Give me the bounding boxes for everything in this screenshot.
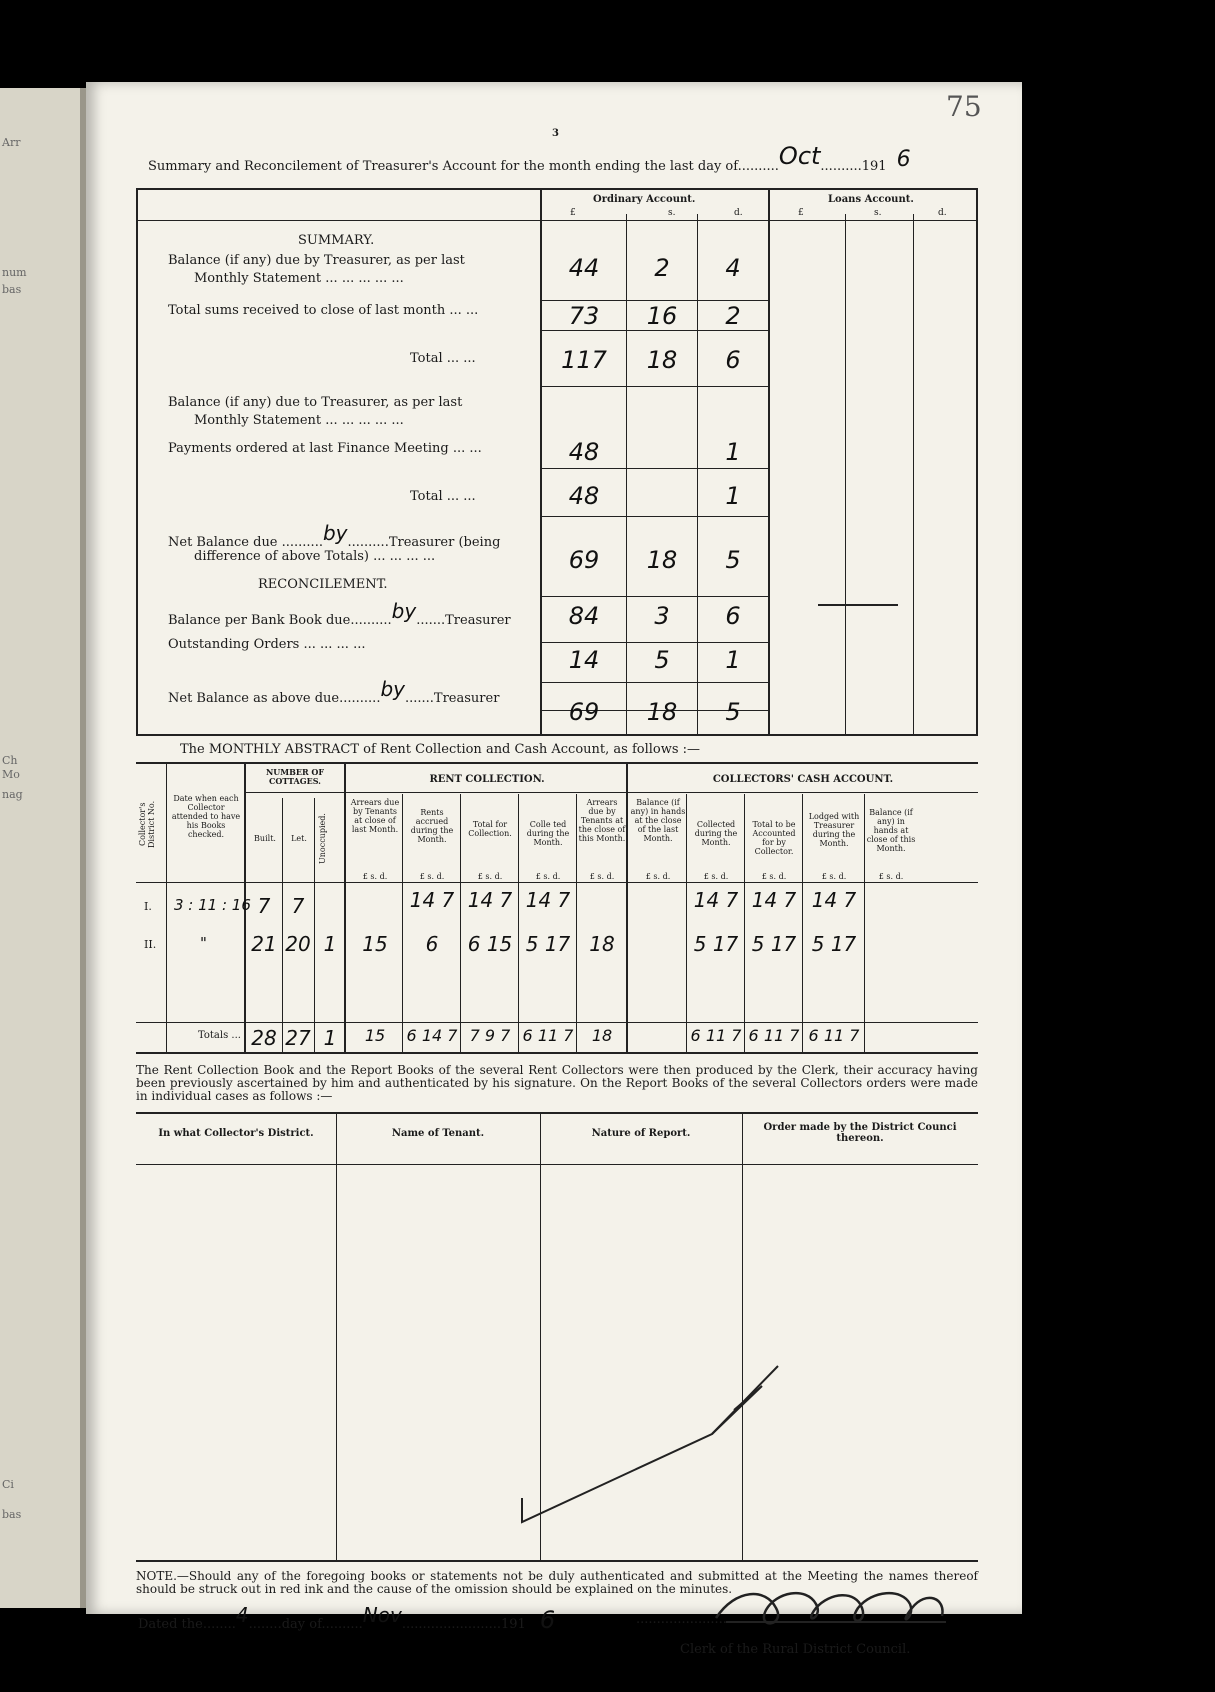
left-page-fragment: num xyxy=(2,266,27,279)
h-collected-cash: Collected during the Month. xyxy=(694,820,738,847)
h-let: Let. xyxy=(291,834,307,843)
lsd-label: £ s. d. xyxy=(589,872,615,881)
value-shillings: 5 xyxy=(654,646,670,674)
rent-collection-table xyxy=(136,762,978,1054)
row-net-balance-cont: difference of above Totals) ... ... ... ... xyxy=(194,549,436,564)
col-pound: £ xyxy=(570,208,576,218)
value-pence: 1 xyxy=(725,438,741,466)
dated-day: 4 xyxy=(235,1603,249,1627)
h-collector-no: Collector's District No. xyxy=(138,800,156,848)
h-collector-district: In what Collector's District. xyxy=(158,1128,314,1139)
dated-day-of: ........day of xyxy=(248,1617,322,1632)
row1-built: 7 xyxy=(257,894,271,918)
row-total-received: Total sums received to close of last month ... ... xyxy=(168,303,479,318)
totals-arrears-this: 18 xyxy=(591,1026,613,1045)
summary-heading xyxy=(148,142,911,176)
lsd-label: £ s. d. xyxy=(419,872,445,881)
totals-let: 27 xyxy=(285,1026,311,1050)
value-shillings: 16 xyxy=(646,302,678,330)
value-pence: 5 xyxy=(725,546,741,574)
dated-line xyxy=(138,1603,556,1634)
net-balance-label: Net Balance due .......... xyxy=(168,535,323,550)
loans-account-heading: Loans Account. xyxy=(828,194,914,205)
row1-rents-accrued: 14 7 xyxy=(409,888,455,912)
totals-total: 7 9 7 xyxy=(469,1026,511,1045)
net-balance-label-b: ..........Treasurer (being xyxy=(347,535,501,550)
left-page-fragment: bas xyxy=(2,1508,22,1521)
value-pounds: 14 xyxy=(568,646,600,674)
row2-total: 6 15 xyxy=(467,932,513,956)
row-balance-due-by: Balance (if any) due by Treasurer, as per last xyxy=(168,253,465,268)
row2-rents-accrued: 6 xyxy=(425,932,439,956)
value-pence: 1 xyxy=(725,482,741,510)
summary-table xyxy=(136,188,978,736)
strike-through-mark xyxy=(516,1314,796,1534)
h-arrears-this: Arrears due by Tenants at the close of this Month. xyxy=(578,798,626,843)
h-total-accounted: Total to be Accounted for by Collector. xyxy=(752,820,796,856)
h-order-made: Order made by the District Counci thereon. xyxy=(763,1122,957,1144)
dated-dots: ........ xyxy=(202,1617,236,1632)
totals-built: 28 xyxy=(251,1026,277,1050)
report-table xyxy=(136,1112,978,1560)
page-number: 75 xyxy=(946,90,982,123)
signature-line: ................................... xyxy=(636,1612,781,1627)
value-pounds: 84 xyxy=(568,602,600,630)
dated-dots: .......... xyxy=(321,1617,363,1632)
row2-lodged: 5 17 xyxy=(811,932,857,956)
value-shillings: 18 xyxy=(646,698,678,726)
totals-cash-collected: 6 11 7 xyxy=(690,1026,742,1045)
heading-text: Summary and Reconcilement of Treasurer's Account for the month ending the last day of xyxy=(148,159,738,174)
lsd-label: £ s. d. xyxy=(703,872,729,881)
h-arrears-last: Arrears due by Tenants at close of last Month. xyxy=(350,798,400,834)
row1-let: 7 xyxy=(291,894,305,918)
value-pence: 6 xyxy=(725,602,741,630)
row2-date-ditto: " xyxy=(200,934,207,952)
lsd-label: £ s. d. xyxy=(535,872,561,881)
h-name-of-tenant: Name of Tenant. xyxy=(391,1128,485,1139)
value-pounds: 117 xyxy=(561,346,607,374)
net-balance-by: by xyxy=(322,521,348,545)
h-balance-last: Balance (if any) in hands at the close of the last Month. xyxy=(630,798,686,843)
lsd-label: £ s. d. xyxy=(761,872,787,881)
h-total-collection: Total for Collection. xyxy=(468,820,512,838)
row-net-balance-above xyxy=(168,677,500,708)
row1-collected: 14 7 xyxy=(525,888,571,912)
heading-dots: .......... xyxy=(737,159,779,174)
value-pounds: 48 xyxy=(568,482,600,510)
dated-prefix: Dated the xyxy=(138,1617,203,1632)
lsd-label: £ s. d. xyxy=(362,872,388,881)
left-facing-page xyxy=(0,88,86,1608)
lsd-label: £ s. d. xyxy=(878,872,904,881)
h-nature-of-report: Nature of Report. xyxy=(591,1128,691,1139)
bank-book-label-b: .......Treasurer xyxy=(416,613,511,628)
abstract-heading: The MONTHLY ABSTRACT of Rent Collection and Cash Account, as follows :— xyxy=(180,742,701,757)
value-shillings: 2 xyxy=(654,254,670,282)
lsd-label: £ s. d. xyxy=(821,872,847,881)
ordinary-account-heading: Ordinary Account. xyxy=(593,194,696,205)
h-rents-accrued: Rents accrued during the Month. xyxy=(410,808,454,844)
totals-arrears-last: 15 xyxy=(364,1026,386,1045)
row-balance-due-to-cont: Monthly Statement ... ... ... ... ... xyxy=(194,413,404,428)
value-pounds: 48 xyxy=(568,438,600,466)
heading-dots-year: ..........191 xyxy=(820,159,887,174)
clerk-signature xyxy=(706,1578,966,1634)
col-pence: d. xyxy=(734,208,743,218)
totals-cash-total: 6 11 7 xyxy=(748,1026,800,1045)
row2-arrears-this: 18 xyxy=(589,932,615,956)
row1-date: 3 : 11 : 16 xyxy=(174,896,251,914)
sheet-number: 3 xyxy=(552,128,559,139)
value-pence: 2 xyxy=(725,302,741,330)
dated-year: 6 xyxy=(539,1606,556,1634)
row-outstanding-orders: Outstanding Orders ... ... ... ... xyxy=(168,637,366,652)
row1-total: 14 7 xyxy=(467,888,513,912)
value-pence: 6 xyxy=(725,346,741,374)
value-pounds: 69 xyxy=(568,546,600,574)
h-unoccupied: Unoccupied. xyxy=(318,813,327,865)
value-pence: 5 xyxy=(725,698,741,726)
dated-dots-year: ........................191 xyxy=(401,1617,526,1632)
h-date-checked: Date when each Collector attended to have his Books checked. xyxy=(171,794,241,839)
dated-month: Nov xyxy=(362,1603,402,1627)
row1-lodged: 14 7 xyxy=(811,888,857,912)
value-pence: 4 xyxy=(725,254,741,282)
row2-cash-collected: 5 17 xyxy=(693,932,739,956)
h-lodged: Lodged with Treasurer during the Month. xyxy=(808,812,860,848)
h-built: Built. xyxy=(254,834,276,843)
h-balance-this: Balance (if any) in hands at close of this Month. xyxy=(866,808,916,853)
left-page-fragment: nag xyxy=(2,788,23,801)
h-collected: Colle ted during the Month. xyxy=(526,820,570,847)
heading-month: Oct xyxy=(778,142,821,170)
value-shillings: 18 xyxy=(646,546,678,574)
net-above-label: Net Balance as above due.......... xyxy=(168,691,381,706)
note-text: NOTE.—Should any of the foregoing books or statements not be duly authenticated and submitted at the Meeting the names thereof should be struck out in red ink and the cause of the omission should be explained on the minutes. xyxy=(136,1569,978,1596)
h-cash-account: COLLECTORS' CASH ACCOUNT. xyxy=(712,774,894,785)
totals-lodged: 6 11 7 xyxy=(808,1026,860,1045)
row2-collected: 5 17 xyxy=(525,932,571,956)
row2-district-no: II. xyxy=(144,938,157,951)
row2-arrears-last: 15 xyxy=(362,932,388,956)
lsd-label: £ s. d. xyxy=(477,872,503,881)
row1-cash-total: 14 7 xyxy=(751,888,797,912)
row-balance-due-to: Balance (if any) due to Treasurer, as per last xyxy=(168,395,463,410)
value-pence: 1 xyxy=(725,646,741,674)
left-page-fragment: Ci xyxy=(2,1478,14,1491)
loans-col-pence: d. xyxy=(938,208,947,218)
totals-collected: 6 11 7 xyxy=(522,1026,574,1045)
bank-book-by: by xyxy=(391,599,417,623)
row-balance-due-by-cont: Monthly Statement ... ... ... ... ... xyxy=(194,271,404,286)
lsd-label: £ s. d. xyxy=(645,872,671,881)
left-page-fragment: Ch xyxy=(2,754,18,767)
totals-label: Totals ... xyxy=(198,1030,241,1041)
totals-unoccupied: 1 xyxy=(323,1026,337,1050)
value-pounds: 73 xyxy=(568,302,600,330)
row2-cash-total: 5 17 xyxy=(751,932,797,956)
loans-col-shillings: s. xyxy=(874,208,882,218)
loans-col-pound: £ xyxy=(798,208,804,218)
left-page-fragment: Mo xyxy=(2,768,20,781)
row2-built: 21 xyxy=(251,932,277,956)
bank-book-label: Balance per Bank Book due.......... xyxy=(168,613,392,628)
form-page xyxy=(86,82,1022,1657)
value-pounds: 44 xyxy=(568,254,600,282)
row-payments-ordered: Payments ordered at last Finance Meeting ... ... xyxy=(168,441,482,456)
value-shillings: 18 xyxy=(646,346,678,374)
totals-rents-accrued: 6 14 7 xyxy=(406,1026,458,1045)
net-above-by: by xyxy=(380,677,405,701)
row1-district-no: I. xyxy=(144,900,152,913)
reconcilement-title: RECONCILEMENT. xyxy=(258,577,388,592)
left-page-fragment: bas xyxy=(2,283,22,296)
h-rent-collection: RENT COLLECTION. xyxy=(429,774,545,785)
value-pounds: 69 xyxy=(568,698,600,726)
report-books-paragraph: The Rent Collection Book and the Report Books of the several Rent Collectors were then produced by the Clerk, their accuracy having been previously ascertained by him and authenticated by his signature. On the Report Books of the several Collectors orders were made in individual cases as follows :— xyxy=(136,1063,978,1103)
row-total-1: Total ... ... xyxy=(410,351,476,366)
row2-let: 20 xyxy=(285,932,311,956)
col-shillings: s. xyxy=(668,208,676,218)
net-above-label-b: .......Treasurer xyxy=(404,691,500,706)
value-shillings: 3 xyxy=(654,602,670,630)
summary-section-title: SUMMARY. xyxy=(298,233,375,248)
clerk-title: Clerk of the Rural District Council. xyxy=(680,1642,911,1657)
row2-unoccupied: 1 xyxy=(323,932,337,956)
left-page-fragment: Arr xyxy=(2,136,21,149)
heading-year: 6 xyxy=(896,147,911,172)
row1-cash-collected: 14 7 xyxy=(693,888,739,912)
h-number-of-cottages: NUMBER OF COTTAGES. xyxy=(265,767,325,786)
row-bank-book xyxy=(168,599,511,630)
row-total-2: Total ... ... xyxy=(410,489,476,504)
